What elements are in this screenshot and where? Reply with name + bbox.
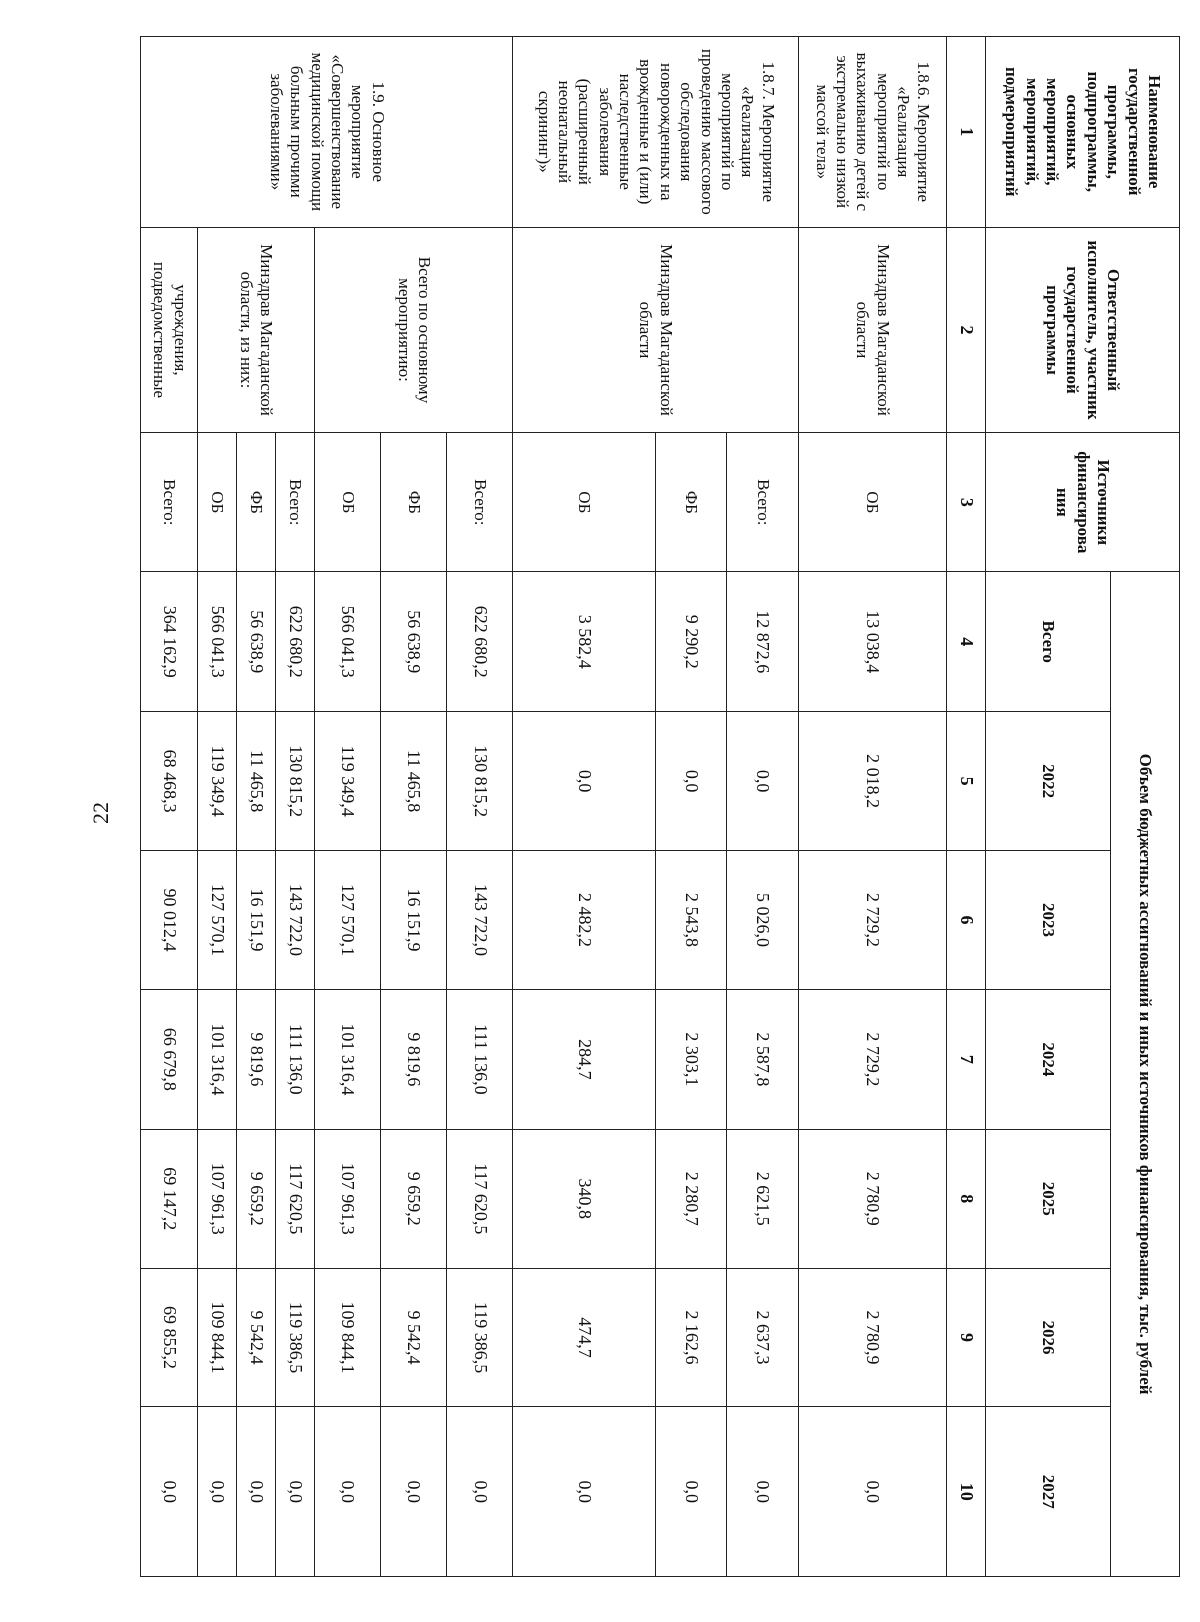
value-cell: 0,0 bbox=[513, 712, 656, 851]
value-cell: 127 570,1 bbox=[314, 851, 380, 990]
value-cell: 0,0 bbox=[656, 1407, 727, 1577]
row-name: 1.8.7. Мероприятие «Реализация мероприятий по проведению массового обследования новорожденных на врожденные и (или) наследственные заболевания (расширенный неонатальный скрининг)» bbox=[513, 37, 798, 228]
row-executor: Минздрав Магаданской области bbox=[513, 227, 798, 433]
value-cell: 117 620,5 bbox=[275, 1129, 314, 1268]
value-cell: 111 136,0 bbox=[447, 989, 513, 1129]
row-source: Всего: bbox=[275, 433, 314, 572]
value-cell: 111 136,0 bbox=[275, 989, 314, 1129]
value-cell: 109 844,1 bbox=[314, 1268, 380, 1407]
value-cell: 0,0 bbox=[141, 1407, 198, 1577]
value-cell: 107 961,3 bbox=[198, 1129, 237, 1268]
row-name: 1.9. Основное мероприятие «Совершенствование медицинской помощи больным прочими заболеваниями» bbox=[141, 37, 513, 228]
value-cell: 119 386,5 bbox=[275, 1268, 314, 1407]
row-name: 1.8.6. Мероприятие «Реализация мероприятий по выхаживанию детей с экстремально низкой массой тела» bbox=[798, 37, 946, 228]
value-cell: 143 722,0 bbox=[447, 851, 513, 990]
value-cell: 119 386,5 bbox=[447, 1268, 513, 1407]
value-cell: 12 872,6 bbox=[727, 572, 798, 712]
value-cell: 16 151,9 bbox=[380, 851, 446, 990]
value-cell: 0,0 bbox=[656, 712, 727, 851]
header-year-2022: 2022 bbox=[985, 712, 1111, 851]
row-executor-sub: учреждения, подведомственные bbox=[141, 227, 198, 433]
value-cell: 56 638,9 bbox=[380, 572, 446, 712]
value-cell: 107 961,3 bbox=[314, 1129, 380, 1268]
index-row bbox=[947, 37, 986, 1577]
value-cell: 0,0 bbox=[380, 1407, 446, 1577]
row-source: Всего: bbox=[447, 433, 513, 572]
value-cell: 127 570,1 bbox=[198, 851, 237, 990]
value-cell: 56 638,9 bbox=[237, 572, 276, 712]
value-cell: 364 162,9 bbox=[141, 572, 198, 712]
value-cell: 0,0 bbox=[447, 1407, 513, 1577]
value-cell: 0,0 bbox=[727, 1407, 798, 1577]
budget-table bbox=[140, 36, 1180, 1577]
header-volume: Объем бюджетных ассигнований и иных источников финансирования, тыс. рублей bbox=[1111, 572, 1180, 1577]
value-cell: 9 819,6 bbox=[380, 989, 446, 1129]
page-number: 22 bbox=[88, 802, 113, 824]
column-index: 4 bbox=[947, 572, 986, 712]
header-year-2023: 2023 bbox=[985, 851, 1111, 990]
value-cell: 101 316,4 bbox=[198, 989, 237, 1129]
value-cell: 101 316,4 bbox=[314, 989, 380, 1129]
value-cell: 117 620,5 bbox=[447, 1129, 513, 1268]
table-row bbox=[447, 37, 513, 1577]
row-executor-ministry: Минздрав Магаданской области, из них: bbox=[198, 227, 314, 433]
value-cell: 68 468,3 bbox=[141, 712, 198, 851]
column-index: 5 bbox=[947, 712, 986, 851]
value-cell: 340,8 bbox=[513, 1129, 656, 1268]
row-executor-total: Всего по основному мероприятию: bbox=[314, 227, 513, 433]
row-source: ОБ bbox=[513, 433, 656, 572]
value-cell: 9 290,2 bbox=[656, 572, 727, 712]
value-cell: 0,0 bbox=[198, 1407, 237, 1577]
value-cell: 9 542,4 bbox=[237, 1268, 276, 1407]
value-cell: 109 844,1 bbox=[198, 1268, 237, 1407]
header-executor: Ответственный исполнитель, участник государственной программы bbox=[985, 227, 1179, 433]
value-cell: 66 679,8 bbox=[141, 989, 198, 1129]
table-row bbox=[275, 37, 314, 1577]
value-cell: 0,0 bbox=[314, 1407, 380, 1577]
value-cell: 5 026,0 bbox=[727, 851, 798, 990]
value-cell: 130 815,2 bbox=[447, 712, 513, 851]
value-cell: 69 855,2 bbox=[141, 1268, 198, 1407]
column-index: 3 bbox=[947, 433, 986, 572]
value-cell: 9 542,4 bbox=[380, 1268, 446, 1407]
value-cell: 130 815,2 bbox=[275, 712, 314, 851]
value-cell: 2 303,1 bbox=[656, 989, 727, 1129]
value-cell: 9 659,2 bbox=[380, 1129, 446, 1268]
value-cell: 2 280,7 bbox=[656, 1129, 727, 1268]
column-index: 7 bbox=[947, 989, 986, 1129]
value-cell: 119 349,4 bbox=[314, 712, 380, 851]
value-cell: 566 041,3 bbox=[314, 572, 380, 712]
rotated-page bbox=[140, 36, 1180, 1577]
header-total: Всего bbox=[985, 572, 1111, 712]
column-index: 8 bbox=[947, 1129, 986, 1268]
column-index: 10 bbox=[947, 1407, 986, 1577]
header-name: Наименование государственной программы, подпрограммы, основных мероприятий, мероприятий, подмероприятий bbox=[985, 37, 1179, 228]
row-source: ОБ bbox=[198, 433, 237, 572]
header-year-2027: 2027 bbox=[985, 1407, 1111, 1577]
value-cell: 474,7 bbox=[513, 1268, 656, 1407]
value-cell: 2 780,9 bbox=[798, 1129, 946, 1268]
row-executor: Минздрав Магаданской области bbox=[798, 227, 946, 433]
value-cell: 0,0 bbox=[275, 1407, 314, 1577]
row-source: ФБ bbox=[380, 433, 446, 572]
row-source: ОБ bbox=[314, 433, 380, 572]
column-index: 6 bbox=[947, 851, 986, 990]
header-year-2024: 2024 bbox=[985, 989, 1111, 1129]
value-cell: 16 151,9 bbox=[237, 851, 276, 990]
row-source: Всего: bbox=[141, 433, 198, 572]
value-cell: 2 587,8 bbox=[727, 989, 798, 1129]
value-cell: 0,0 bbox=[237, 1407, 276, 1577]
column-index: 1 bbox=[947, 37, 986, 228]
column-index: 2 bbox=[947, 227, 986, 433]
header-year-2026: 2026 bbox=[985, 1268, 1111, 1407]
value-cell: 13 038,4 bbox=[798, 572, 946, 712]
row-source: ФБ bbox=[656, 433, 727, 572]
table-row bbox=[798, 37, 946, 1577]
row-source: ОБ bbox=[798, 433, 946, 572]
value-cell: 2 729,2 bbox=[798, 989, 946, 1129]
value-cell: 0,0 bbox=[727, 712, 798, 851]
value-cell: 11 465,8 bbox=[380, 712, 446, 851]
column-index: 9 bbox=[947, 1268, 986, 1407]
table-row bbox=[727, 37, 798, 1577]
value-cell: 90 012,4 bbox=[141, 851, 198, 990]
value-cell: 566 041,3 bbox=[198, 572, 237, 712]
header-sources: Источники финансирова ния bbox=[985, 433, 1179, 572]
row-source: Всего: bbox=[727, 433, 798, 572]
value-cell: 0,0 bbox=[513, 1407, 656, 1577]
value-cell: 143 722,0 bbox=[275, 851, 314, 990]
value-cell: 2 543,8 bbox=[656, 851, 727, 990]
value-cell: 284,7 bbox=[513, 989, 656, 1129]
value-cell: 622 680,2 bbox=[447, 572, 513, 712]
row-source: ФБ bbox=[237, 433, 276, 572]
value-cell: 2 637,3 bbox=[727, 1268, 798, 1407]
value-cell: 9 819,6 bbox=[237, 989, 276, 1129]
value-cell: 2 482,2 bbox=[513, 851, 656, 990]
value-cell: 0,0 bbox=[798, 1407, 946, 1577]
value-cell: 2 780,9 bbox=[798, 1268, 946, 1407]
table-row bbox=[141, 37, 198, 1577]
value-cell: 11 465,8 bbox=[237, 712, 276, 851]
value-cell: 622 680,2 bbox=[275, 572, 314, 712]
value-cell: 2 162,6 bbox=[656, 1268, 727, 1407]
value-cell: 9 659,2 bbox=[237, 1129, 276, 1268]
header-year-2025: 2025 bbox=[985, 1129, 1111, 1268]
value-cell: 119 349,4 bbox=[198, 712, 237, 851]
value-cell: 3 582,4 bbox=[513, 572, 656, 712]
value-cell: 2 729,2 bbox=[798, 851, 946, 990]
value-cell: 69 147,2 bbox=[141, 1129, 198, 1268]
value-cell: 2 621,5 bbox=[727, 1129, 798, 1268]
value-cell: 2 018,2 bbox=[798, 712, 946, 851]
